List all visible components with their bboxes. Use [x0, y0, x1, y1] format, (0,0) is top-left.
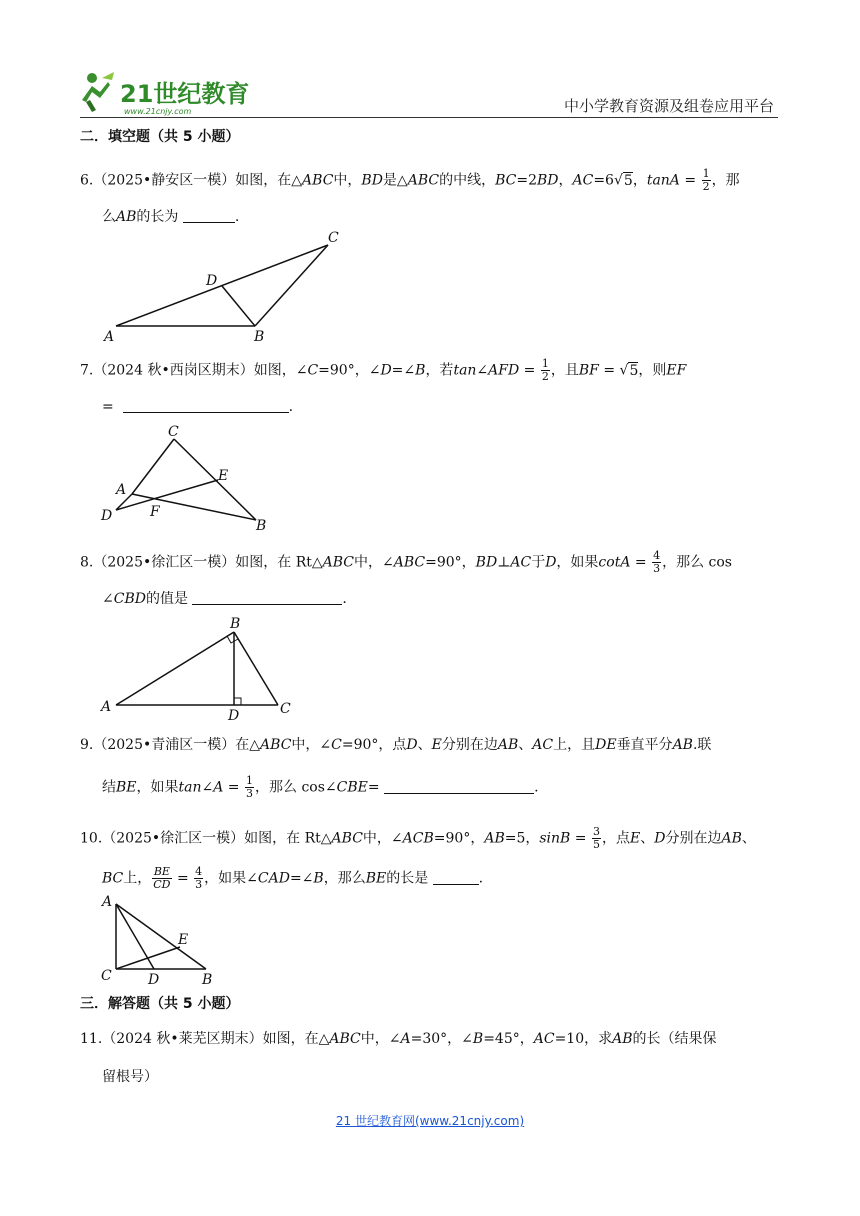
answer-blank-6[interactable] — [183, 208, 235, 223]
fraction: $\frac{3}{5}$ — [592, 825, 600, 851]
question-11-line-2: 留根号） — [102, 1069, 158, 1085]
label-d: D — [228, 708, 240, 724]
label-c: C — [168, 424, 179, 440]
question-7-line-1: 7.（2024 秋•西岗区期末）如图，∠C=90°，∠D=∠B，若tan∠AFD = $\frac{1}{2}$ ，且BF = √5，则EF — [80, 357, 687, 383]
logo-text: 21世纪教育 — [120, 80, 250, 108]
figure-q10 — [98, 890, 228, 990]
figure-q7 — [98, 422, 278, 532]
label-a: A — [104, 329, 115, 345]
question-9-line-2: 结BE，如果tan∠A = $\frac{1}{3}$ ，那么 cos∠CBE= . — [102, 774, 539, 800]
question-6-line-2: 么AB的长为 . — [102, 209, 240, 225]
label-d: D — [206, 273, 218, 289]
header-divider — [80, 117, 778, 118]
figure-q6 — [100, 228, 350, 346]
question-10-line-1: 10.（2025•徐汇区一模）如图，在 Rt△ABC中，∠ACB=90°，AB=5，sinB = $\frac{3}{5}$ ，点E、D分别在边AB、 — [80, 825, 756, 851]
label-b: B — [230, 616, 241, 632]
label-a: A — [102, 894, 113, 910]
fraction: $\frac{4}{3}$ — [195, 865, 203, 891]
fraction: $\frac{1}{2}$ — [702, 167, 710, 193]
question-8-line-1: 8.（2025•徐汇区一模）如图，在 Rt△ABC中，∠ABC=90°，BD⊥AC于D，如果cotA = $\frac{4}{3}$ ，那么 cos — [80, 549, 732, 575]
label-d: D — [148, 972, 160, 988]
question-6-line-1: 6.（2025•静安区一模）如图，在△ABC中，BD是△ABC的中线，BC=2BD，AC=6√5，tanA = $\frac{1}{2}$ ，那 — [80, 167, 740, 193]
label-e: E — [218, 468, 229, 484]
fraction: $\frac{BE}{CD}$ — [153, 865, 171, 891]
figure-q8 — [98, 614, 298, 724]
logo — [78, 70, 258, 116]
question-11-line-1: 11.（2024 秋•莱芜区期末）如图，在△ABC中，∠A=30°，∠B=45°，AC=10，求AB的长（结果保 — [80, 1031, 717, 1047]
label-c: C — [328, 230, 339, 246]
platform-name: 中小学教育资源及组卷应用平台 — [563, 97, 774, 115]
label-f: F — [150, 504, 160, 520]
label-b: B — [256, 518, 267, 532]
logo-url: www.21cnjy.com — [124, 107, 192, 116]
section-solve-title: 三．解答题（共 5 小题） — [80, 996, 240, 1012]
label-b: B — [254, 329, 265, 345]
question-7-line-2: = . — [102, 399, 294, 415]
label-b: B — [202, 972, 213, 988]
label-d: D — [101, 508, 113, 524]
answer-blank-10[interactable] — [433, 870, 479, 885]
answer-blank-9[interactable] — [384, 779, 534, 794]
label-a: A — [116, 482, 127, 498]
question-10-line-2: BC上， $\frac{BE}{CD}$ = $\frac{4}{3}$ ，如果∠CAD=∠B，那么BE的长是 . — [102, 865, 484, 891]
question-8-line-2: ∠CBD的值是 . — [102, 591, 347, 607]
fraction: $\frac{1}{2}$ — [541, 357, 549, 383]
answer-blank-8[interactable] — [192, 590, 342, 605]
section-fill-title: 二．填空题（共 5 小题） — [80, 129, 240, 145]
label-a: A — [101, 699, 112, 715]
label-c: C — [101, 968, 112, 984]
label-e: E — [178, 932, 189, 948]
runner-icon — [82, 72, 114, 112]
question-9-line-1: 9.（2025•青浦区一模）在△ABC中，∠C=90°，点D、E分别在边AB、AC上，且DE垂直平分AB.联 — [80, 737, 712, 753]
fraction: $\frac{4}{3}$ — [653, 549, 661, 575]
footer-link[interactable]: 21 世纪教育网(www.21cnjy.com) — [335, 1114, 525, 1128]
fraction: $\frac{1}{3}$ — [246, 774, 253, 800]
label-c: C — [280, 701, 291, 717]
answer-blank-7[interactable] — [123, 398, 289, 413]
